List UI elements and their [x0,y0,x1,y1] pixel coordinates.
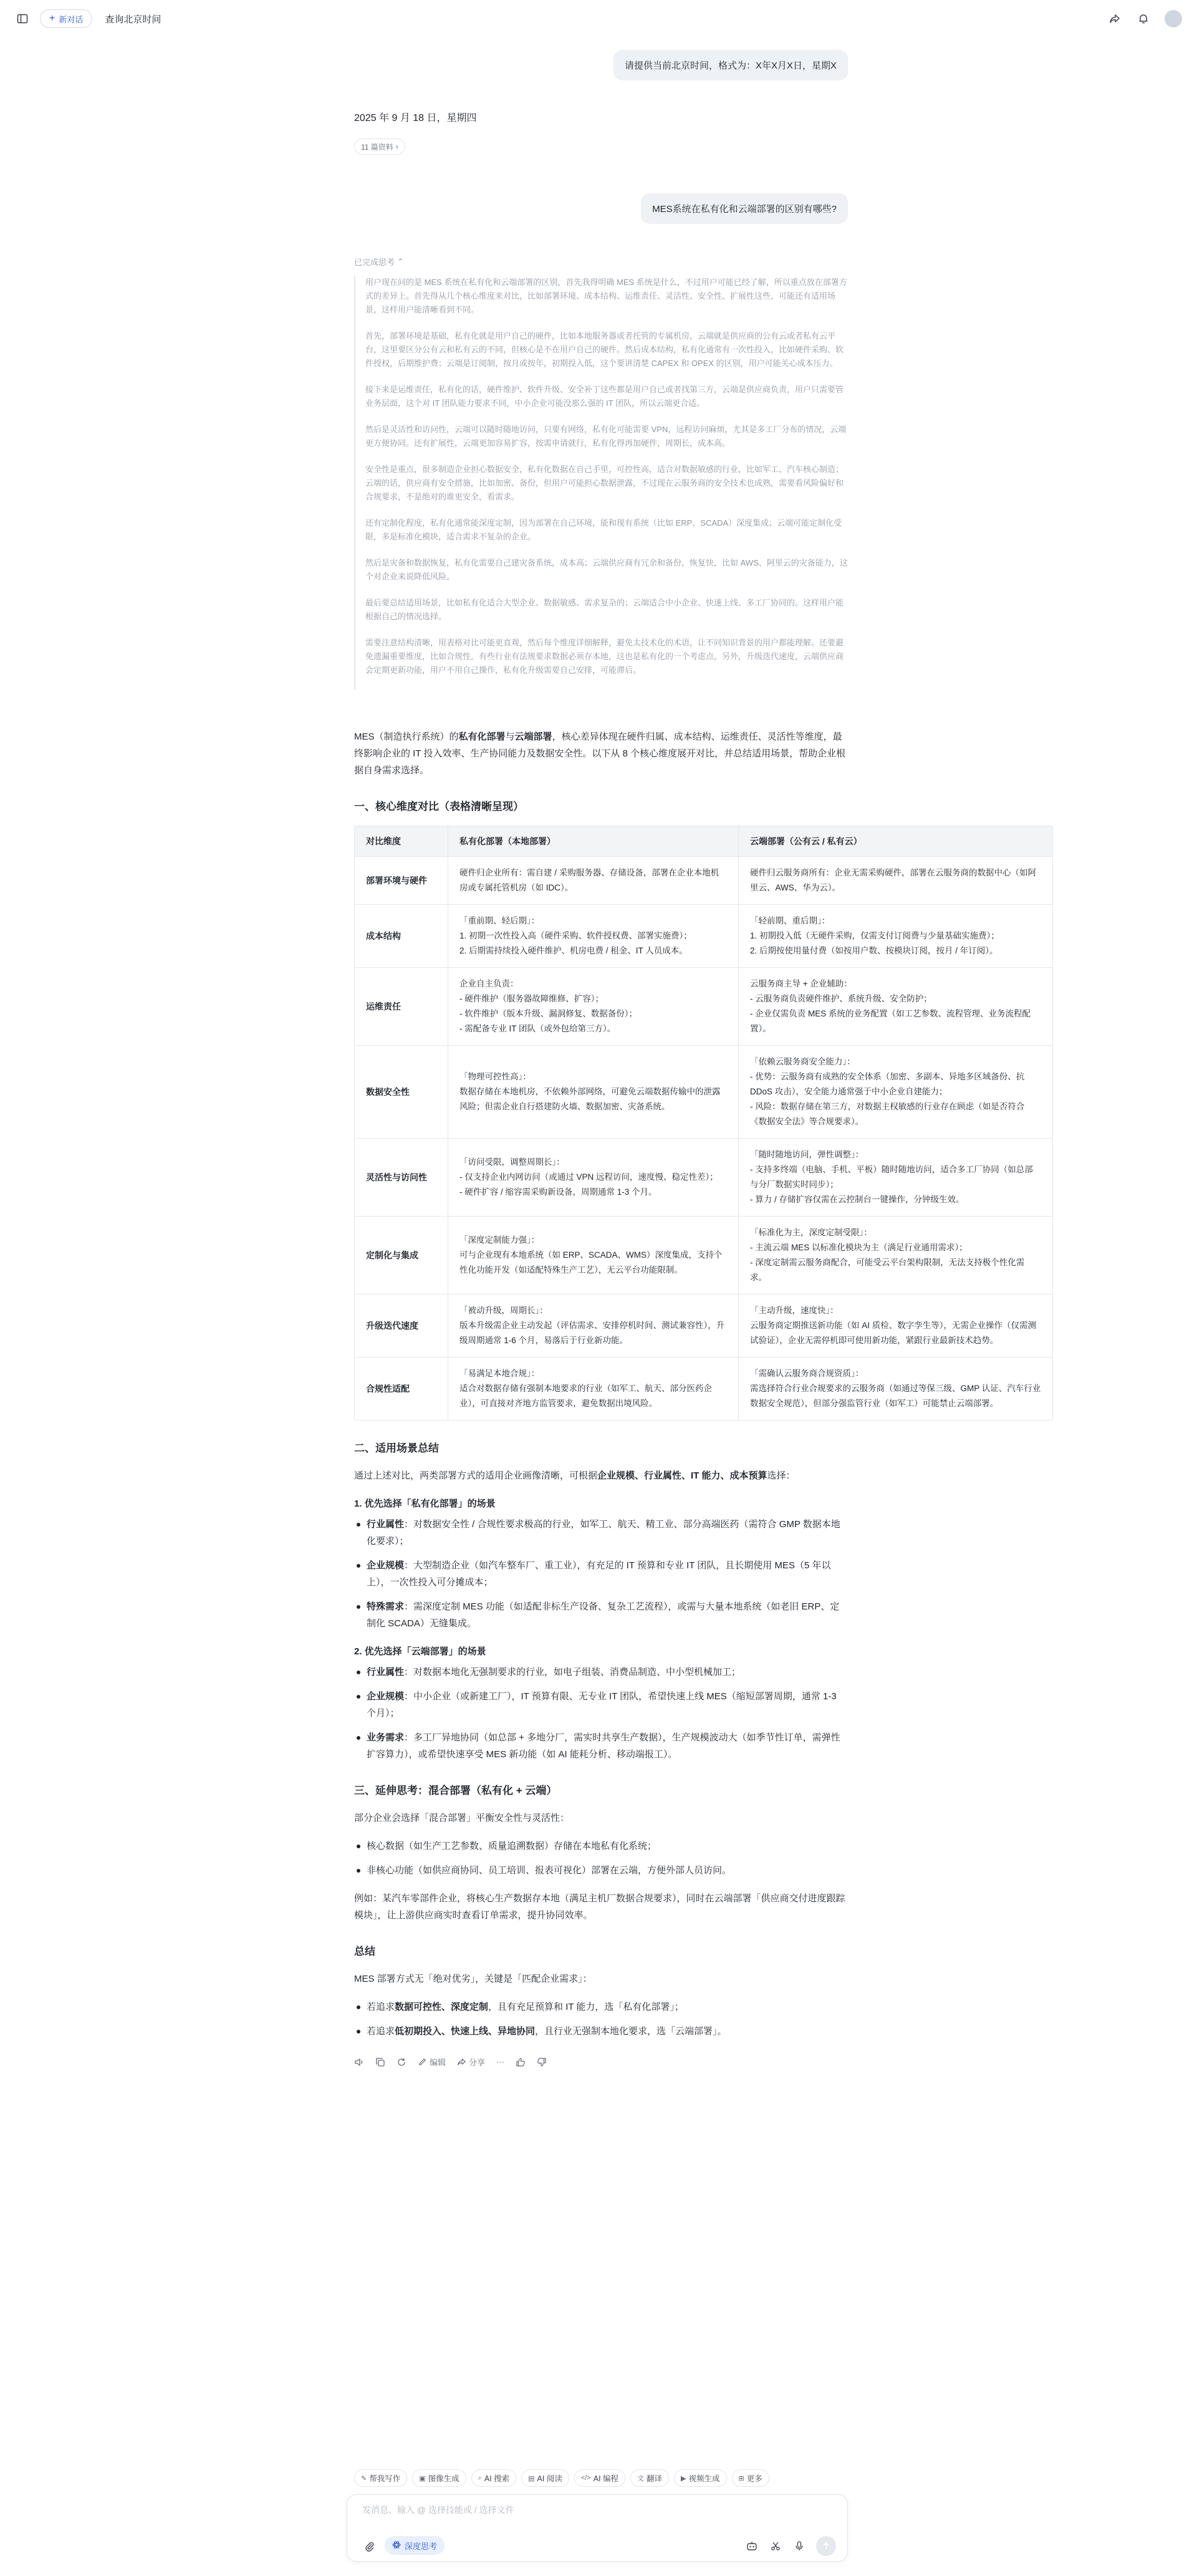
cloud-cell: 「需确认云服务商合规资质」： 需选择符合行业合规要求的云服务商（如通过等保三级、GMP 认证、汽车行业数据安全规范），但部分强监管行业（如军工）可能禁止云端部署。 [739,1358,1053,1421]
thinking-toggle[interactable] [354,256,404,268]
row-dimension: 数据安全性 [355,1046,448,1139]
list-item [354,1999,848,2015]
chevron-up-icon: ⌃ [397,256,404,266]
thinking-content [354,276,848,690]
thinking-paragraph: 接下来是运维责任，私有化的话，硬件维护、软件升级、安全补丁这些都是用户自己或者找第三方，云端是供应商负责，用户只需要管业务层面，这个对 IT 团队能力要求不同，中小企业可能没那么强的 IT 团队，所以云端更合适。 [365,385,844,408]
item-text: ：需深度定制 MES 功能（如适配非标生产设备、复杂工艺流程），或需与大量本地系统（如老旧 ERP、定制化 SCADA）无缝集成。 [367,1601,840,1629]
message-action-bar [354,2056,848,2068]
intro-bold: 私有化部署 [458,731,506,742]
share-icon[interactable] [1107,11,1122,26]
item-text: ：对数据本地化无强制要求的行业，如电子组装、消费品制造、中小型机械加工； [404,1667,741,1677]
thumbs-up-icon[interactable] [516,2057,526,2067]
thinking-paragraph: 首先，部署环境是基础，私有化就是用户自己的硬件，比如本地服务器或者托管的专属机房，云端就是供应商的公有云或者私有云平台，这里要区分公有云和私有云的不同，但核心是不在用户自己的硬件。然后成本结构，私有化通常有一次性投入，比如硬件采购、软件授权，后期维护费；云端是订阅制，按月或按年，初期投入低，这个要讲清楚 CAPEX 和 OPEX 的区别，用户可能关心成本压力。 [365,331,844,368]
cloud-cell: 「轻前期、重后期」： 1. 初期投入低（无硬件采购，仅需支付订阅费与少量基础实施费）； 2. 后期按使用量付费（如按用户数、按模块订阅，按月 / 年订阅）。 [739,905,1053,968]
thinking-paragraph: 然后是灵活性和访问性，云端可以随时随地访问，只要有网络，私有化可能需要 VPN，远程访问麻烦，尤其是多工厂分布的情况，云端更方便协同。还有扩展性，云端更加容易扩容，按需申请就行，私有化得再加硬件，周期长，成本高。 [365,425,847,448]
private-cell: 硬件归企业所有：需自建 / 采购服务器、存储设备，部署在企业本地机房或专属托管机房（如 IDC）。 [448,857,739,905]
tool-label: 更多 [746,2474,762,2483]
sources-label: 11 篇资料 [361,142,393,152]
table-row [355,905,1053,968]
pen-icon: ✎ [361,2474,367,2482]
summary-list [354,1999,848,2040]
speaker-icon[interactable] [354,2057,364,2067]
tool-label: 图像生成 [428,2474,459,2483]
search-icon: ⌕ [478,2474,482,2482]
table-row [355,1217,1053,1295]
table-header: 云端部署（公有云 / 私有云） [739,826,1053,857]
list-item [354,1729,848,1763]
tool-chip[interactable] [732,2469,769,2487]
share-arrow-icon [457,2057,466,2067]
item-text: ，且行业无强制本地化要求，选「云端部署」。 [535,2026,727,2037]
item-label: 企业规模 [367,1560,405,1571]
intro-text: ，核心差异体现在硬件归属、成本结构、运维责任、灵活性等维度，最终影响企业的 IT 投入效率、生产协同能力及数据安全性。以下从 8 个核心维度展开对比，并总结适用场景，帮助企业根据自身需求选择。 [354,731,846,776]
item-text: ：对数据安全性 / 合规性要求极高的行业，如军工、航天、精工业、部分高端医药（需符合 GMP 数据本地化要求）； [367,1519,840,1546]
thinking-label: 已完成思考 [354,258,395,267]
video-icon: ▶ [681,2474,686,2482]
new-chat-button[interactable] [40,9,92,28]
hybrid-list [354,1838,848,1879]
atom-icon [392,2540,401,2551]
composer [347,2494,848,2562]
thumbs-down-icon[interactable] [537,2057,547,2067]
scissors-icon[interactable] [769,2539,782,2553]
item-label: 业务需求 [367,1732,405,1743]
paperclip-icon[interactable] [362,2539,377,2554]
thinking-paragraph: 安全性是重点，很多制造企业担心数据安全，私有化数据在自己手里，可控性高，适合对数据敏感的行业，比如军工、汽车核心制造；云端的话，供应商有安全措施，比如加密、备份，但用户可能担心数据泄露，不过现在云服务商的安全技术也成熟，需要看风险偏好和合规要求，不是绝对的谁更安全，看需求。 [365,465,844,501]
item-text: ，且有充足预算和 IT 能力，选「私有化部署」； [488,2002,684,2012]
table-row [355,1295,1053,1358]
cloud-cell: 「主动升级，速度快」： 云服务商定期推送新功能（如 AI 质检、数字孪生等），无需企业操作（仅需测试验证），企业无需停机即可使用新功能，紧跟行业最新技术趋势。 [739,1295,1053,1358]
page-title: 查询北京时间 [105,14,161,25]
new-chat-label: 新对话 [59,14,84,24]
assistant-answer [354,728,1041,2068]
thinking-paragraph: 用户现在问的是 MES 系统在私有化和云端部署的区别，首先我得明确 MES 系统是什么，不过用户可能已经了解，所以重点放在部署方式的差异上。首先得从几个核心维度来对比，比如部署环境、成本结构、运维责任、灵活性、安全性、扩展性这些，可能还有适用场景，这样用户能清晰看到不同。 [365,277,847,314]
private-cell: 「访问受限，调整周期长」： - 仅支持企业内网访问（或通过 VPN 远程访问，速度慢、稳定性差）； - 硬件扩容 / 缩容需采购新设备，周期通常 1-3 个月。 [448,1139,739,1217]
tool-chip[interactable] [574,2469,625,2487]
subsection-heading: 1. 优先选择「私有化部署」的场景 [354,1498,496,1509]
item-bold: 低初期投入、快速上线、异地协同 [395,2026,536,2037]
robot-icon[interactable] [745,2539,759,2553]
cloud-cell: 「随时随地访问，弹性调整」： - 支持多终端（电脑、手机、平板）随时随地访问，适合多工厂协同（如总部与分厂数据实时同步）； - 算力 / 存储扩容仅需在云控制台一键操作，分钟级生效。 [739,1139,1053,1217]
grid-icon: ⊞ [738,2474,744,2482]
hybrid-example: 例如：某汽车零部件企业，将核心生产数据存本地（满足主机厂数据合规要求），同时在云端部署「供应商交付进度跟踪模块」，让上游供应商实时查看订单需求，提升协同效率。 [354,1893,845,1921]
send-button[interactable] [816,2536,836,2556]
send-arrow-icon [822,2542,830,2550]
table-header: 私有化部署（本地部署） [448,826,739,857]
share-label: 分享 [469,2058,486,2067]
cloud-cell: 「标准化为主，深度定制受限」： - 主流云端 MES 以标准化模块为主（满足行业通用需求）； - 深度定制需云服务商配合，可能受云平台架构限制，无法支持极个性化需求。 [739,1217,1053,1295]
tool-chip[interactable] [521,2469,569,2487]
private-cell: 企业自主负责： - 硬件维护（服务器故障维修、扩容）； - 软件维护（版本升级、漏洞修复、数据备份）； - 需配备专业 IT 团队（或外包给第三方）。 [448,968,739,1046]
row-dimension: 升级迭代速度 [355,1295,448,1358]
comparison-table [354,826,1053,1421]
tool-label: AI 编程 [593,2474,619,2483]
tool-chip[interactable] [354,2469,407,2487]
top-bar [0,0,1197,37]
private-cell: 「深度定制能力强」： 可与企业现有本地系统（如 ERP、SCADA、WMS）深度集成，支持个性化功能开发（如适配特殊生产工艺），无云平台功能限制。 [448,1217,739,1295]
deep-think-label: 深度思考 [405,2541,438,2551]
table-row [355,968,1053,1046]
tool-label: 翻译 [647,2474,663,2483]
cloud-cell: 硬件归云服务商所有：企业无需采购硬件，部署在云服务商的数据中心（如阿里云、AWS、华为云）。 [739,857,1053,905]
item-text: ：中小企业（或新建工厂），IT 预算有限、无专业 IT 团队，希望快速上线 MES（缩短部署周期，通常 1-3 个月）； [367,1691,837,1719]
list-item: 核心数据（如生产工艺参数、质量追溯数据）存储在本地私有化系统； [354,1838,848,1855]
cloud-scenarios-list [354,1664,848,1763]
tool-chip[interactable] [674,2469,726,2487]
item-label: 特殊需求 [367,1601,405,1612]
row-dimension: 定制化与集成 [355,1217,448,1295]
tool-chip[interactable] [412,2469,466,2487]
summary-intro: MES 部署方式无「绝对优劣」，关键是「匹配企业需求」： [354,1974,592,1984]
skill-chips [354,2469,848,2487]
copy-icon[interactable] [375,2057,385,2067]
item-text: 若追求 [367,2002,395,2012]
item-text: ：大型制造企业（如汽车整车厂、重工业），有充足的 IT 预算和专业 IT 团队，且长期使用 MES（5 年以上），一次性投入可分摊成本； [367,1560,831,1588]
item-text: 若追求 [367,2026,395,2037]
thinking-paragraph: 然后是灾备和数据恢复，私有化需要自己建灾备系统，成本高；云端供应商有冗余和备份，恢复快，比如 AWS、阿里云的灾备能力，这个对企业来说降低风险。 [365,558,848,581]
row-dimension: 灵活性与访问性 [355,1139,448,1217]
share-button[interactable] [457,2056,485,2068]
tool-label: 视频生成 [688,2474,720,2483]
edit-label: 编辑 [430,2058,446,2067]
thinking-paragraph: 最后要总结适用场景，比如私有化适合大型企业、数据敏感、需求复杂的；云端适合中小企业、快速上线、多工厂协同的。这样用户能根据自己的情况选择。 [365,598,844,621]
code-icon: </> [580,2474,591,2482]
intro-text: MES（制造执行系统）的 [354,731,459,742]
tool-chip[interactable] [630,2469,669,2487]
table-body [355,857,1053,1421]
table-row [355,1046,1053,1139]
edit-button[interactable] [418,2056,446,2068]
tool-label: AI 阅读 [537,2474,562,2483]
avatar[interactable] [1165,10,1182,27]
table-row [355,1358,1053,1421]
row-dimension: 运维责任 [355,968,448,1046]
item-bold: 数据可控性、深度定制 [395,2002,489,2012]
list-item [354,1598,848,1632]
table-row [355,857,1053,905]
microphone-icon[interactable] [792,2539,806,2553]
tool-label: 帮我写作 [369,2474,401,2483]
intro-text: 与 [505,731,515,742]
list-item: 非核心功能（如供应商协同、员工培训、报表可视化）部署在云端，方便外部人员访问。 [354,1862,848,1879]
table-header: 对比维度 [355,826,448,857]
tool-chip[interactable] [471,2469,516,2487]
section3-intro: 部分企业会选择「混合部署」平衡安全性与灵活性： [354,1813,570,1823]
row-dimension: 部署环境与硬件 [355,857,448,905]
subsection-heading: 2. 优先选择「云端部署」的场景 [354,1646,486,1657]
sources-chip[interactable] [354,138,405,155]
intro-text: 选择： [767,1470,796,1481]
item-label: 企业规模 [367,1691,405,1702]
list-item [354,1557,848,1591]
private-cell: 「被动升级，周期长」： 版本升级需企业主动发起（评估需求、安排停机时间、测试兼容性），升级周期通常 1-6 个月，易落后于行业新功能。 [448,1295,739,1358]
intro-bold: 企业规模、行业属性、IT 能力、成本预算 [597,1470,767,1481]
user-message-2: MES系统在私有化和云端部署的区别有哪些? [641,193,848,224]
chevron-right-icon: › [395,142,398,151]
translate-icon: 文 [637,2475,645,2482]
regenerate-icon[interactable] [397,2057,406,2067]
bell-icon[interactable] [1136,11,1151,26]
private-scenarios-list [354,1516,848,1632]
sidebar-toggle-icon[interactable] [15,11,30,26]
item-label: 行业属性 [367,1667,405,1677]
comparison-table-scroll[interactable] [354,826,1041,1421]
plus-icon: + [49,13,55,24]
cloud-cell: 云服务商主导 + 企业辅助： - 云服务商负责硬件维护、系统升级、安全防护； - 企业仅需负责 MES 系统的业务配置（如工艺参数、流程管理、业务流程配置）。 [739,968,1053,1046]
table-header-row [355,826,1053,857]
deep-think-toggle[interactable] [385,2536,445,2555]
image-icon: ▣ [419,2474,426,2482]
message-input[interactable] [362,2505,799,2515]
section-heading: 一、核心维度对比（表格清晰呈现） [354,801,524,813]
book-icon: ▤ [528,2474,535,2482]
table-row [355,1139,1053,1217]
intro-bold: 云端部署 [514,731,552,742]
item-text: ：多工厂异地协同（如总部 + 多地分厂，需实时共享生产数据），生产规模波动大（如季节性订单，需弹性扩容算力），或希望快速享受 MES 新功能（如 AI 能耗分析、移动端报工）。 [367,1732,840,1760]
assistant-date-answer: 2025 年 9 月 18 日，星期四 [354,113,477,123]
thinking-paragraph: 需要注意结构清晰，用表格对比可能更直观，然后每个维度详细解释，避免太技术化的术语，让不同知识背景的用户都能理解。还要避免遗漏重要维度，比如合规性，有些行业有法规要求数据必须存本地，这也是私有化的一个考虑点。另外，升级迭代速度，云端供应商会定期更新功能，用户不用自己操作，私有化升级需要自己安排，可能滞后。 [365,638,844,675]
thinking-paragraph: 还有定制化程度，私有化通常能深度定制，因为部署在自己环境，能和现有系统（比如 ERP、SCADA）深度集成；云端可能定制化受限，多是标准化模块，适合需求不复杂的企业。 [365,518,842,541]
item-label: 行业属性 [367,1519,405,1530]
tool-label: AI 搜索 [484,2474,510,2483]
private-cell: 「易满足本地合规」： 适合对数据存储有强制本地要求的行业（如军工、航天、部分医药企业），可直接对齐地方监管要求，避免数据出境风险。 [448,1358,739,1421]
private-cell: 「重前期、轻后期」： 1. 初期一次性投入高（硬件采购、软件授权费、部署实施费）； 2. 后期需持续投入硬件维护、机房电费 / 租金、IT 人员成本。 [448,905,739,968]
top-actions [1107,10,1182,27]
private-cell: 「物理可控性高」： 数据存储在本地机房，不依赖外部网络，可避免云端数据传输中的泄露风险；但需企业自行搭建防火墙、数据加密、灾备系统。 [448,1046,739,1139]
list-item [354,2023,848,2040]
list-item [354,1516,848,1550]
cloud-cell: 「依赖云服务商安全能力」： - 优势：云服务商有成熟的安全体系（加密、多副本、异地多区域备份、抗 DDoS 攻击），安全能力通常强于中小企业自建能力； - 风险：数据存储在第三方，对数据主权敏感的行业存在顾虑（如是否符合《数据安全法》等合规要求）。 [739,1046,1053,1139]
list-item [354,1664,848,1681]
composer-actions [745,2536,836,2556]
section-heading: 二、适用场景总结 [354,1442,439,1454]
user-message-1: 请提供当前北京时间，格式为：X年X月X日，星期X [613,50,848,80]
answer-intro [354,728,848,779]
list-item [354,1688,848,1722]
row-dimension: 合规性适配 [355,1358,448,1421]
section2-intro [354,1467,848,1484]
row-dimension: 成本结构 [355,905,448,968]
intro-text: 通过上述对比，两类部署方式的适用企业画像清晰，可根据 [354,1470,598,1481]
more-icon[interactable]: ··· [496,2057,505,2067]
section-heading: 总结 [354,1946,375,1957]
section-heading: 三、延伸思考：混合部署（私有化 + 云端） [354,1785,557,1797]
edit-icon [418,2057,427,2067]
